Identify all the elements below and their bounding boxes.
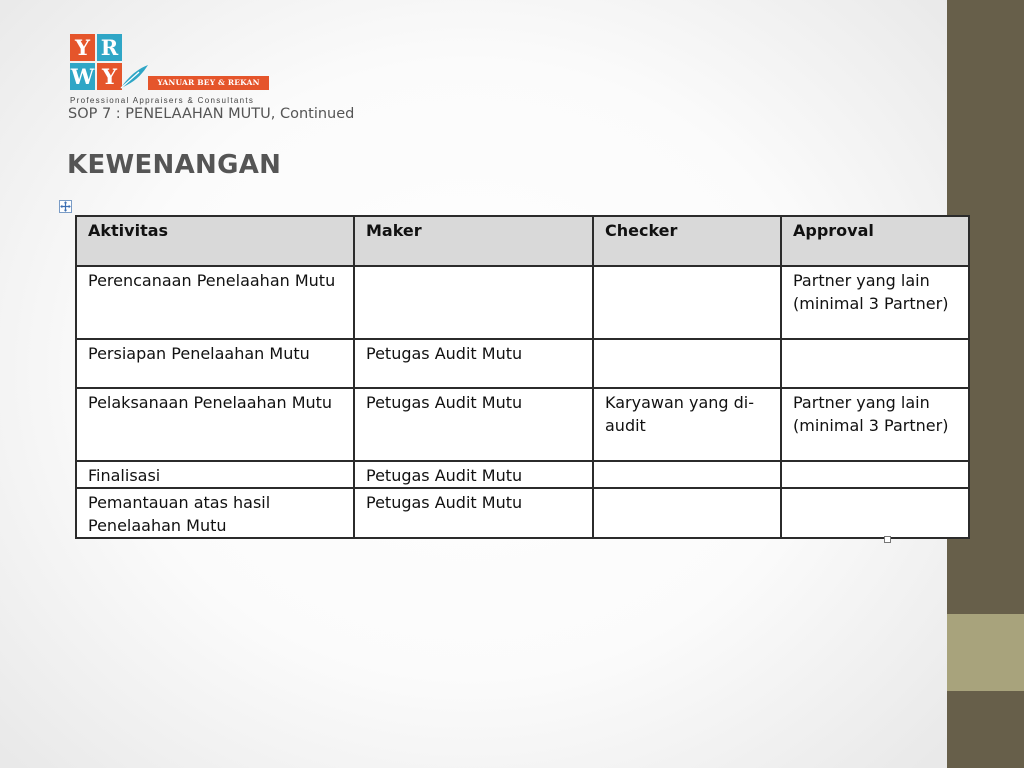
cell-approval [781, 339, 969, 388]
logo-letter-w: W [70, 64, 95, 89]
cell-aktivitas: Pemantauan atas hasil Penelaahan Mutu [76, 488, 354, 538]
logo-banner: YANUAR BEY & REKAN [148, 76, 269, 90]
feather-icon [119, 64, 149, 90]
cell-checker [593, 461, 781, 488]
cell-checker: Karyawan yang di-audit [593, 388, 781, 461]
cell-maker [354, 266, 593, 339]
cell-checker [593, 339, 781, 388]
table-resize-handle[interactable] [884, 536, 891, 543]
cell-checker [593, 266, 781, 339]
page-title: KEWENANGAN [67, 150, 282, 180]
cell-aktivitas: Finalisasi [76, 461, 354, 488]
cell-approval: Partner yang lain (minimal 3 Partner) [781, 388, 969, 461]
table-header-row [76, 216, 969, 266]
header-checker: Checker [593, 216, 781, 266]
header-approval: Approval [781, 216, 969, 266]
table-row [76, 339, 969, 388]
cell-checker [593, 488, 781, 538]
logo-letter-y: Y [70, 34, 95, 61]
table-move-handle-icon[interactable] [59, 200, 72, 213]
cell-maker: Petugas Audit Mutu [354, 339, 593, 388]
header-aktivitas: Aktivitas [76, 216, 354, 266]
table-row [76, 388, 969, 461]
slide-subtitle: SOP 7 : PENELAAHAN MUTU, Continued [68, 106, 355, 122]
table-row [76, 488, 969, 538]
sidebar-accent-block [947, 614, 1024, 691]
cell-aktivitas: Persiapan Penelaahan Mutu [76, 339, 354, 388]
header-maker: Maker [354, 216, 593, 266]
company-logo [70, 34, 290, 106]
cell-approval: Partner yang lain (minimal 3 Partner) [781, 266, 969, 339]
cell-approval [781, 488, 969, 538]
cell-maker: Petugas Audit Mutu [354, 488, 593, 538]
cell-maker: Petugas Audit Mutu [354, 461, 593, 488]
logo-letter-r: R [97, 34, 122, 61]
table-row [76, 266, 969, 339]
cell-aktivitas: Pelaksanaan Penelaahan Mutu [76, 388, 354, 461]
cell-maker: Petugas Audit Mutu [354, 388, 593, 461]
authority-table [75, 215, 970, 539]
cell-aktivitas: Perencanaan Penelaahan Mutu [76, 266, 354, 339]
table-row [76, 461, 969, 488]
cell-approval [781, 461, 969, 488]
logo-letter-y-second: Y [97, 63, 122, 90]
logo-tagline: Professional Appraisers & Consultants [70, 96, 255, 105]
